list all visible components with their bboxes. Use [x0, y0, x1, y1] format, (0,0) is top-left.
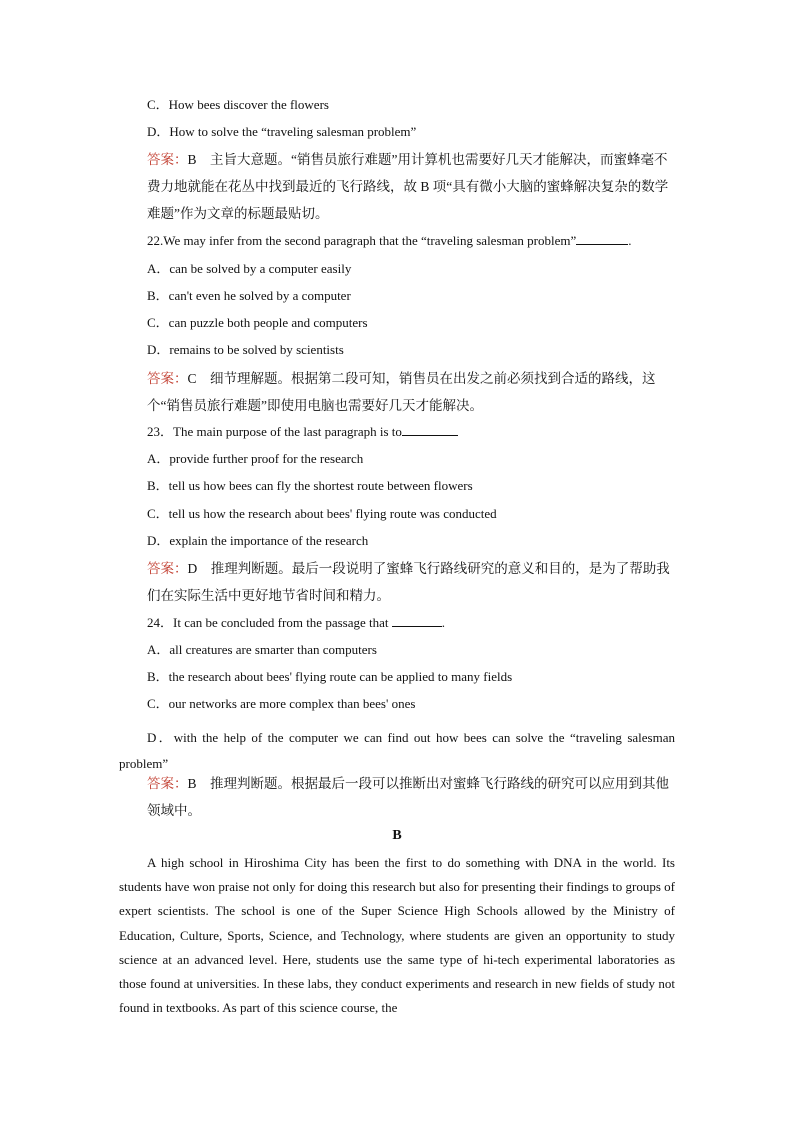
passage-paragraph: A high school in Hiroshima City has been the first to do something with DNA in the world. Its students have won praise not only for doing this research but also for presenting their findings to groups of expert scientists. The school is one of the Super Science High Schools allowed by the Ministry of Education, Culture, Sports, Science, and Technology, where students are given an opportunity to study science at an advanced level. Here, students use the same type of hi-tech experimental laboratories as those found at universities. In these labs, they conduct experiments and research in new fields of study not found in textbooks. As part of this science course, the: [119, 855, 675, 1016]
q24-stem-end: .: [441, 615, 445, 630]
q21-answer: [147, 146, 675, 227]
section-title: B: [392, 828, 402, 843]
q23-answer-text: D 推理判断题。最后一段说明了蜜蜂飞行路线研究的意义和目的，是为了帮助我们在实际生活中更好地节省时间和精力。: [147, 561, 670, 603]
q23-option-b: B．tell us how bees can fly the shortest route between flowers: [147, 478, 473, 493]
q24-option-b: B．the research about bees' flying route can be applied to many fields: [147, 669, 513, 684]
q24-option-c: C．our networks are more complex than bees' ones: [147, 696, 416, 711]
q22-option-b: B．can't even he solved by a computer: [147, 288, 351, 303]
q23-stem-text: 23．The main purpose of the last paragraph is to: [147, 424, 402, 439]
answer-blank: [402, 424, 458, 436]
q22-option-d: D．remains to be solved by scientists: [147, 342, 344, 357]
q22-answer-text: C 细节理解题。根据第二段可知，销售员在出发之前必须找到合适的路线，这个“销售员旅行难题”即使用电脑也需要好几天才能解决。: [147, 371, 656, 413]
q22-stem-end: .: [628, 233, 632, 248]
q22-option-a: A．can be solved by a computer easily: [147, 261, 352, 276]
q22-option-c: C．can puzzle both people and computers: [147, 315, 368, 330]
q23-option-d: D．explain the importance of the research: [147, 533, 369, 548]
q23-option-c: C．tell us how the research about bees' flying route was conducted: [147, 506, 497, 521]
answer-label: 答案：: [147, 371, 188, 386]
q21-answer-text: B 主旨大意题。“销售员旅行难题”用计算机也需要好几天才能解决，而蜜蜂毫不费力地就能在花丛中找到最近的飞行路线，故 B 项“具有微小大脑的蜜蜂解决复杂的数学难题”作为文章的标题最贴切。: [147, 152, 669, 221]
q24-answer-text: B 推理判断题。根据最后一段可以推断出对蜜蜂飞行路线的研究可以应用到其他领域中。: [147, 776, 670, 818]
q21-option-c: C．How bees discover the flowers: [147, 97, 329, 112]
q24-option-a: A．all creatures are smarter than computers: [147, 642, 377, 657]
q24-stem: [147, 615, 445, 631]
q22-answer: [147, 365, 675, 419]
answer-label: 答案：: [147, 776, 188, 791]
answer-blank: [392, 615, 442, 627]
q21-option-d: D．How to solve the “traveling salesman problem”: [147, 124, 417, 139]
q24-stem-text: 24．It can be concluded from the passage that: [147, 615, 389, 630]
q22-stem: [147, 233, 632, 249]
q23-stem: [147, 424, 458, 440]
answer-label: 答案：: [147, 561, 188, 576]
q23-option-a: A．provide further proof for the research: [147, 451, 364, 466]
answer-blank: [576, 233, 628, 245]
q22-stem-text: 22.We may infer from the second paragraph that the “traveling salesman problem”: [147, 233, 577, 248]
answer-label: 答案：: [147, 152, 188, 167]
q24-answer: [147, 770, 675, 824]
q24-option-d: D．with the help of the computer we can find out how bees can solve the “traveling salesman problem”: [119, 730, 675, 771]
q23-answer: [147, 555, 675, 609]
